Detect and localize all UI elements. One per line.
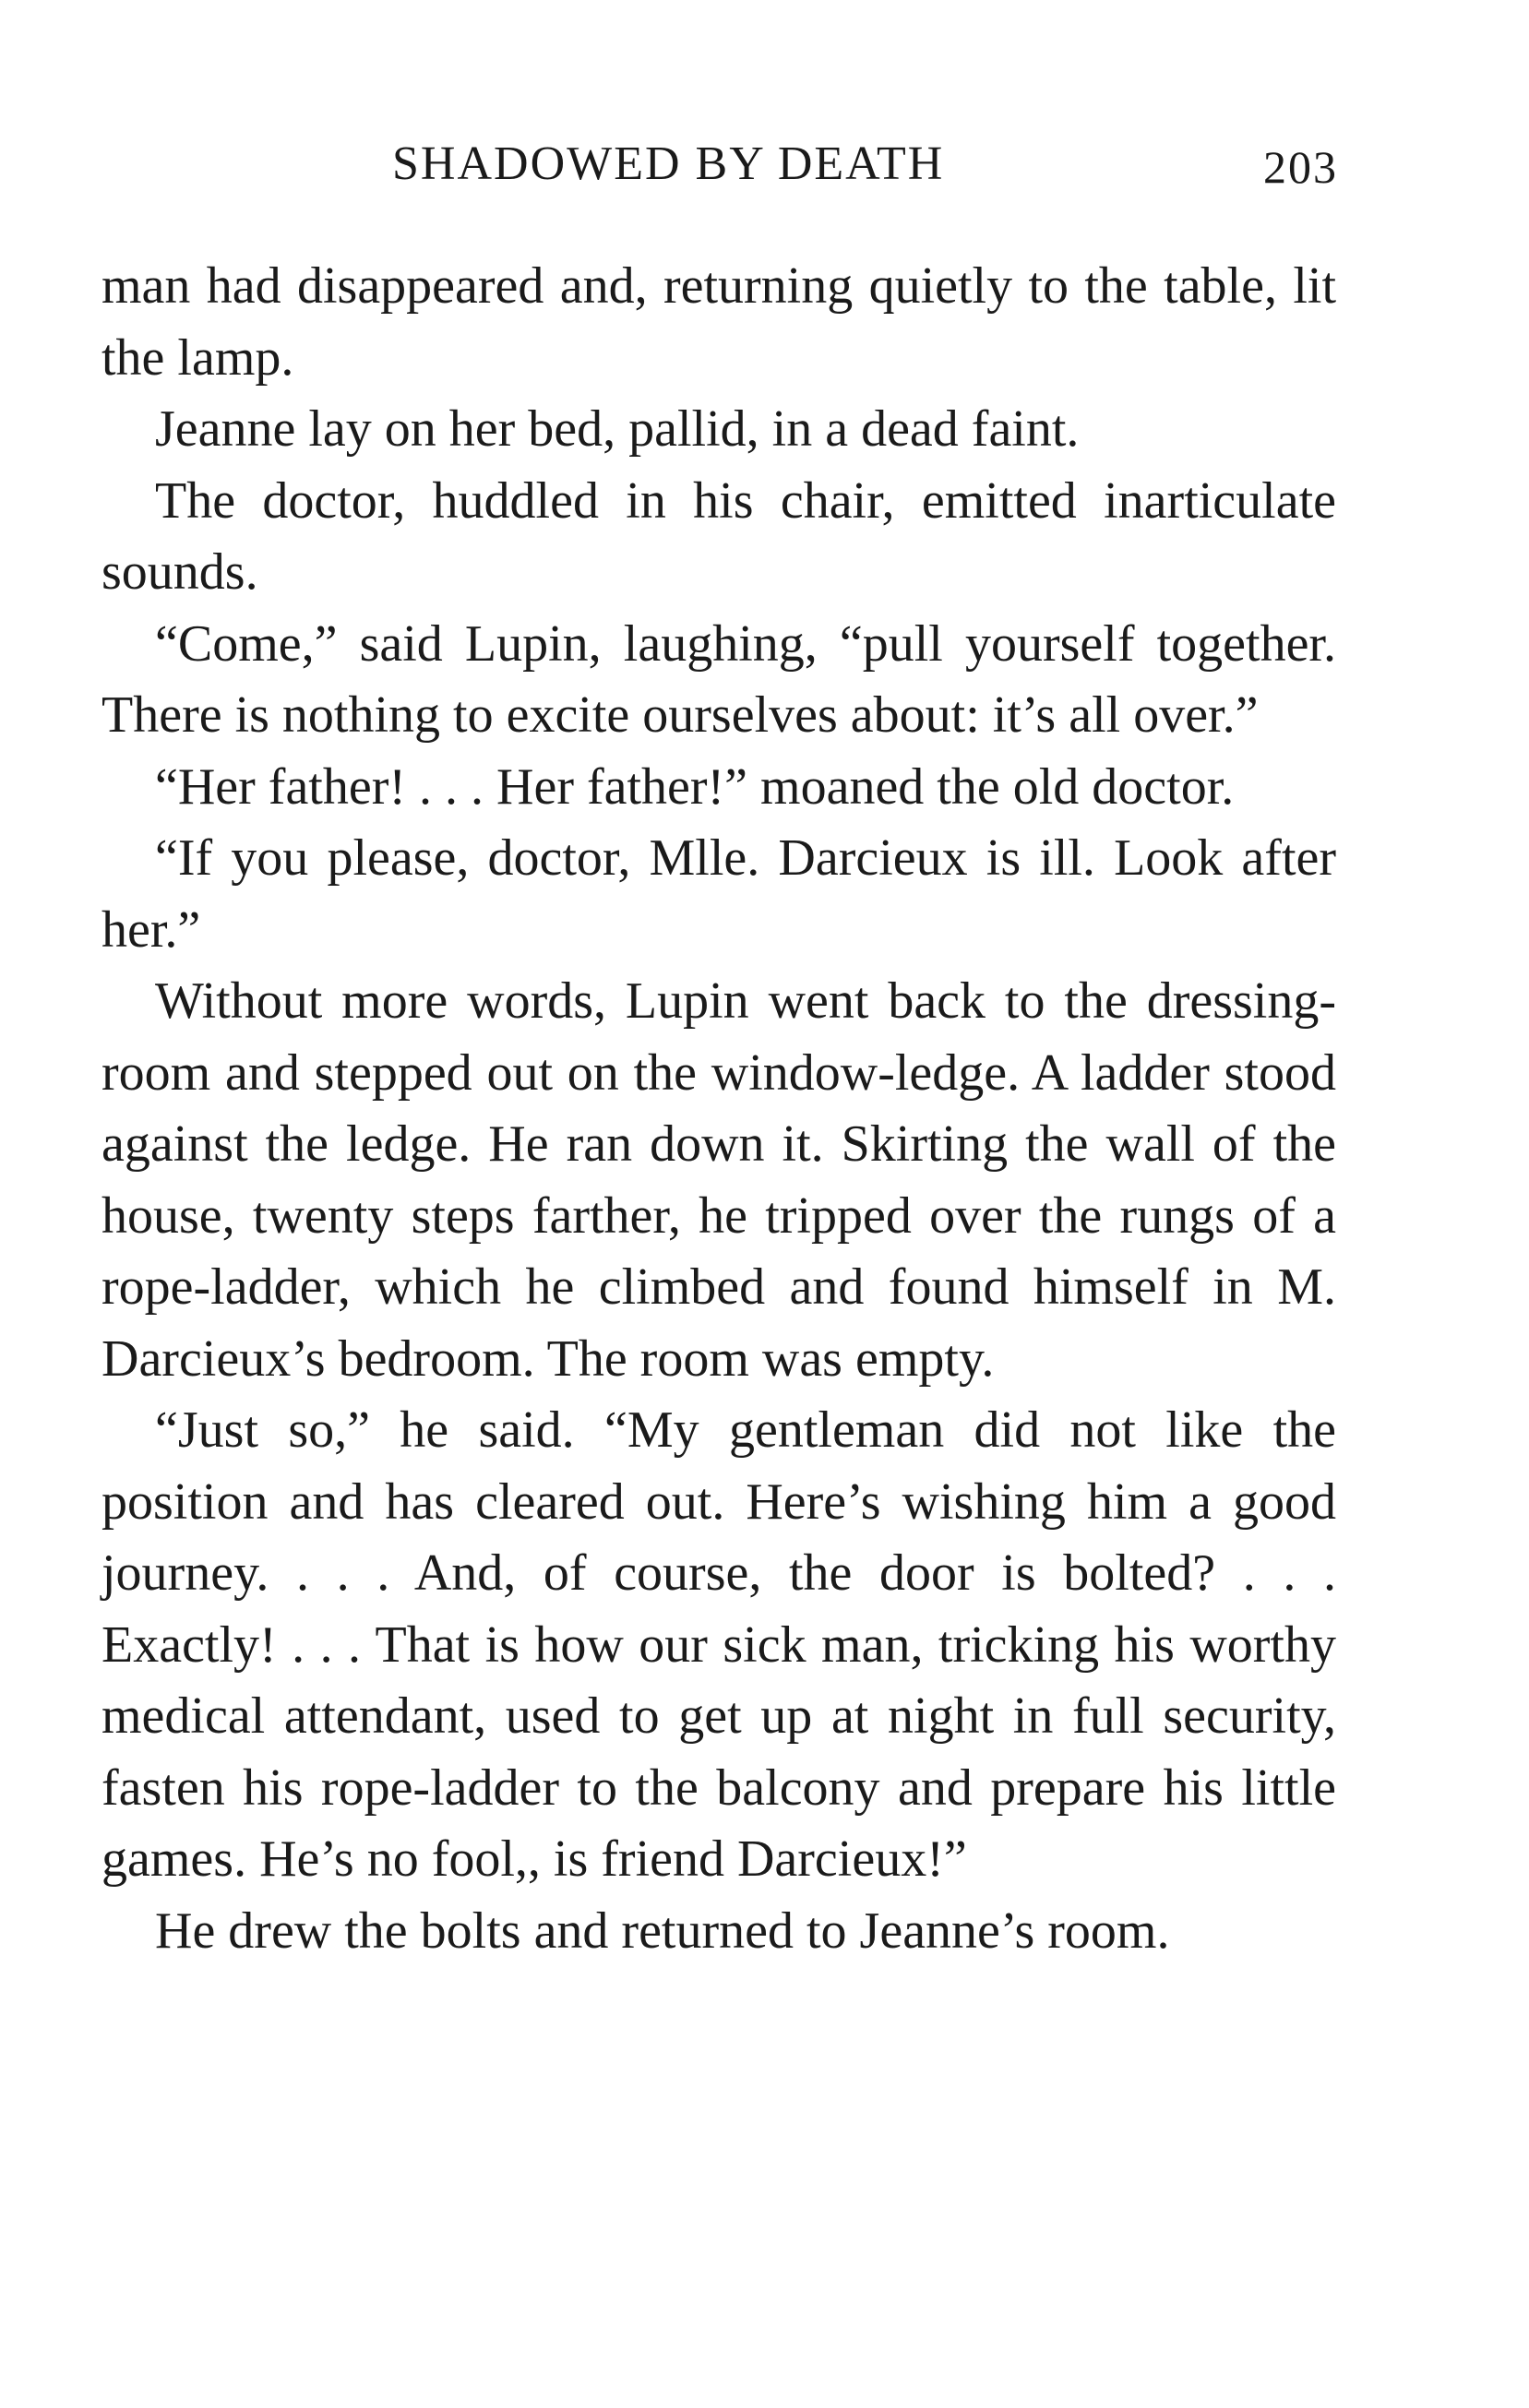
- paragraph: Jeanne lay on her bed, pallid, in a dead faint.: [155, 400, 1080, 458]
- paragraph: He drew the bolts and returned to Jeanne’s room.: [155, 1901, 1170, 1960]
- paragraph: “Just so,” he said. “My gentleman did not like the position and has cleared out. Here’s wishing him a good journey. . . . And, of course, the door is bolted? . . . Exactly! . . . That is how our sick man, tricking his worthy medical attendant, used to get up at night in full security, fasten his rope-ladder to the balcony and prepare his little games. He’s no fool,, is friend Darcieux!”: [102, 1401, 1336, 1888]
- running-title: SHADOWED BY DEATH: [392, 137, 945, 190]
- paragraph: “Her father! . . . Her father!” moaned the old doctor.: [155, 757, 1235, 816]
- page-header: [102, 137, 1338, 201]
- paragraph: “If you please, doctor, Mlle. Darcieux is ill. Look after her.”: [102, 829, 1336, 959]
- page-number: 203: [1263, 141, 1338, 193]
- paragraph: The doctor, huddled in his chair, emitted inarticulate sounds.: [102, 471, 1336, 601]
- body-text: [102, 251, 1336, 1967]
- paragraph: man had disappeared and, returning quietly to the table, lit the lamp.: [102, 257, 1336, 387]
- paragraph: Without more words, Lupin went back to the dressing-room and stepped out on the window-ledge. A ladder stood against the ledge. He ran down it. Skirting the wall of the house, twenty steps farther, he tripped over the rungs of a rope-ladder, which he climbed and found himself in M. Darcieux’s bedroom. The room was empty.: [102, 972, 1336, 1388]
- paragraph: “Come,” said Lupin, laughing, “pull yourself together. There is nothing to excite ourselves about: it’s all over.”: [102, 614, 1336, 744]
